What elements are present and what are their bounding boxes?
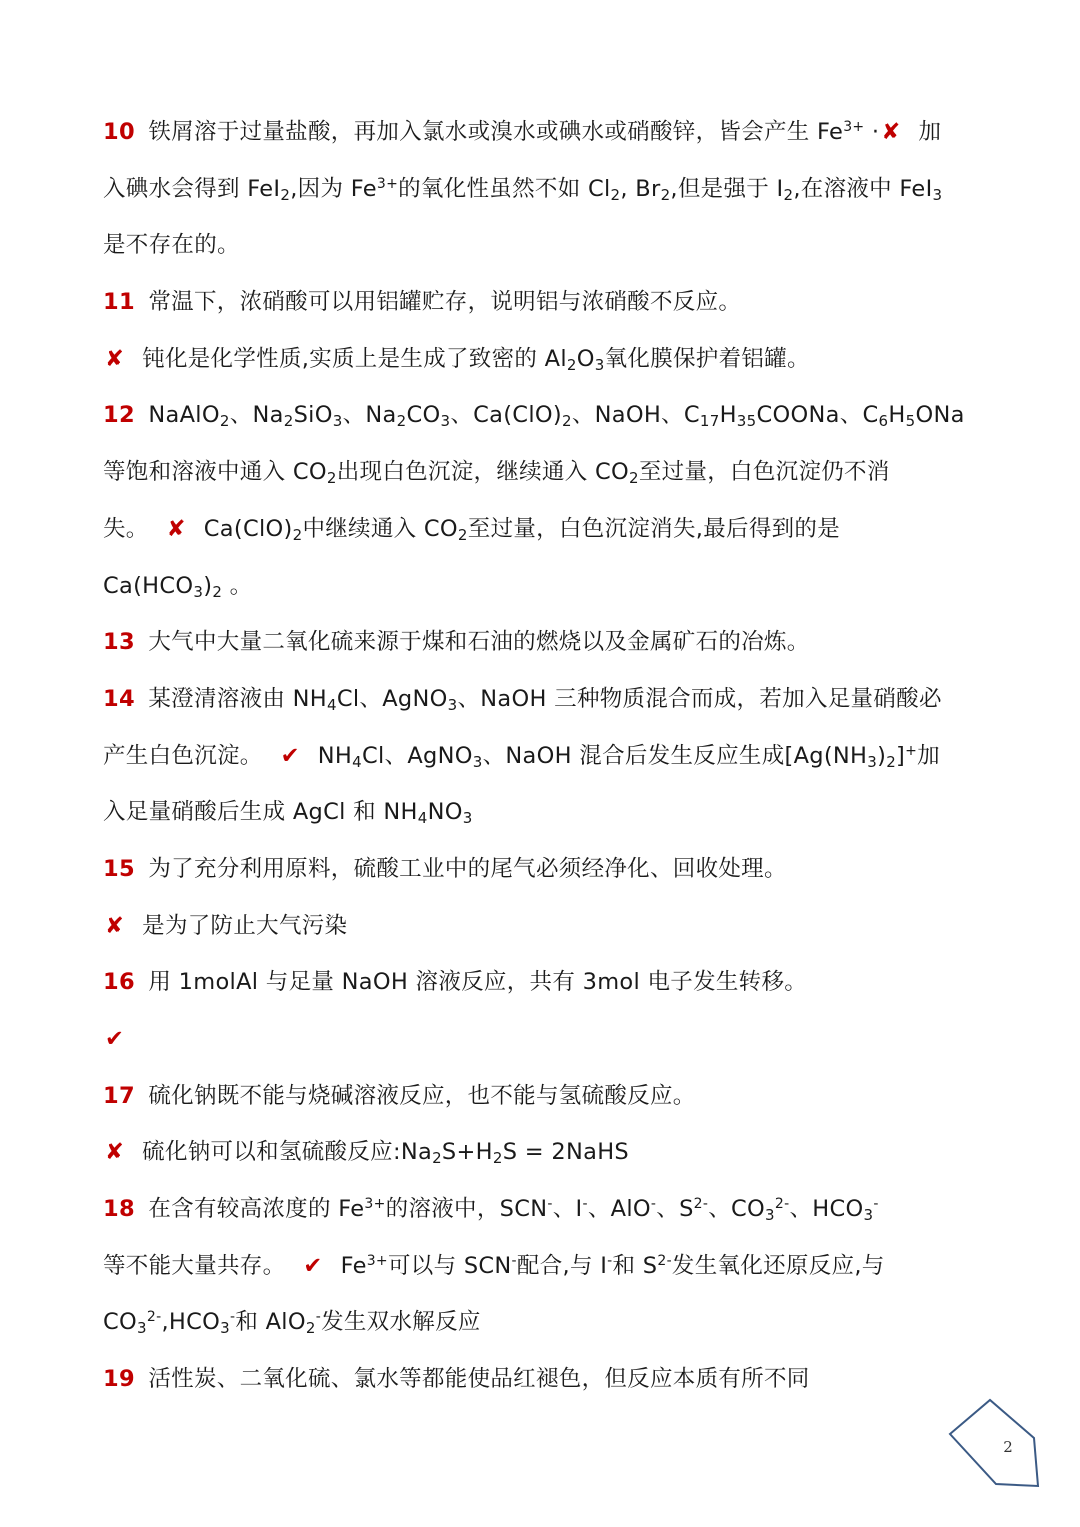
wrong-mark-icon: ✘ (166, 515, 186, 542)
q18-line-1: 18 在含有较高浓度的 $Fe^{3+}$的溶液中，SCN-、I-、AlO-、$S^{2-}$、$CO_3^{2-}$、$HCO_3^-$ (103, 1196, 879, 1225)
q16-explanation (103, 1011, 983, 1068)
q15-line-1: 15 为了充分利用原料，硫酸工业中的尾气必须经净化、回收处理。 (103, 855, 787, 882)
page-tag-icon (946, 1396, 1042, 1492)
check-mark-icon: ✔ (105, 1026, 125, 1052)
q12-number: 12 (103, 402, 135, 429)
q18-line-2: 等不能大量共存。 ✔ $Fe^{3+}$可以与 SCN-配合,与 I-和 $S^{2-}$发生氧化还原反应,与 (103, 1252, 885, 1279)
q11-line-1: 11 常温下，浓硝酸可以用铝罐贮存，说明铝与浓硝酸不反应。 (103, 289, 742, 316)
q14-number: 14 (103, 685, 135, 712)
q10-line-2: 入碘水会得到 FeI$_2$,因为 $Fe^{3+}$的氧化性虽然不如 $Cl_2$, $Br_2$,但是强于 $I_2$,在溶液中 FeI$_3$ (103, 175, 943, 204)
q16-number: 16 (103, 969, 135, 996)
q18-number: 18 (103, 1196, 135, 1223)
q14-line-3: 入足量硝酸后生成 AgCl 和 $NH_4NO_3$ (103, 799, 473, 828)
q12-line-2: 等饱和溶液中通入 $CO_2$出现白色沉淀，继续通入 $CO_2$至过量，白色沉淀仍不消 (103, 459, 890, 488)
q12-line-3: 失。 ✘ $Ca(ClO)_2$中继续通入 $CO_2$至过量，白色沉淀消失,最后得到的是 (103, 515, 841, 544)
q14-line-2: 产生白色沉淀。 ✔ $NH_4Cl$、AgNO$_3$、NaOH 混合后发生反应生成$[Ag(NH_3)_2]^+$加 (103, 742, 940, 771)
q17-line-1: 17 硫化钠既不能与烧碱溶液反应，也不能与氢硫酸反应。 (103, 1082, 696, 1109)
q10-line-3: 是不存在的。 (103, 232, 240, 259)
check-mark-icon: ✔ (303, 1252, 323, 1279)
q17-number: 17 (103, 1082, 135, 1109)
wrong-mark-icon: ✘ (105, 345, 125, 372)
q11-explanation: ✘ 钝化是化学性质,实质上是生成了致密的 $Al_2O_3$氧化膜保护着铝罐。 (105, 345, 810, 374)
q12-line-1: 12 NaAlO$_2$、$Na_2SiO_3$、$Na_2CO_3$、$Ca(ClO)_2$、NaOH、$C_{17}H_{35}COONa$、$C_6H_5ONa$ (103, 402, 965, 431)
q14-line-1: 14 某澄清溶液由 $NH_4Cl$、AgNO$_3$、NaOH 三种物质混合而成，若加入足量硝酸必 (103, 685, 942, 714)
q17-explanation: ✘ 硫化钠可以和氢硫酸反应$:Na_2S+H_2S$ = 2NaHS (105, 1139, 629, 1168)
q13-line-1: 13 大气中大量二氧化硫来源于煤和石油的燃烧以及金属矿石的冶炼。 (103, 629, 810, 656)
q13-number: 13 (103, 629, 135, 656)
q11-number: 11 (103, 289, 135, 316)
q19-line-1: 19 活性炭、二氧化硫、氯水等都能使品红褪色，但反应本质有所不同 (103, 1366, 810, 1393)
q15-explanation: ✘ 是为了防止大气污染 (105, 912, 348, 939)
wrong-mark-icon: ✘ (881, 119, 901, 145)
wrong-mark-icon: ✘ (105, 912, 125, 939)
page-number: 2 (1003, 1438, 1013, 1456)
q10-number: 10 (103, 119, 135, 145)
q15-number: 15 (103, 855, 135, 882)
wrong-mark-icon: ✘ (105, 1139, 125, 1166)
q19-number: 19 (103, 1366, 135, 1393)
q12-line-4: $Ca(HCO_3)_2$ 。 (103, 572, 253, 601)
document-body (103, 104, 983, 1408)
q10-line-1: 10 铁屑溶于过量盐酸，再加入氯水或溴水或碘水或硝酸锌，皆会产生 $Fe^{3+}$ ·✘ 加 (103, 119, 942, 145)
q18-line-3: $CO_3^{2-},HCO_3^-$和 AlO$_2$-发生双水解反应 (103, 1309, 481, 1338)
q16-line-1: 16 用 1molAl 与足量 NaOH 溶液反应，共有 3mol 电子发生转移。 (103, 969, 808, 996)
check-mark-icon: ✔ (280, 742, 300, 769)
